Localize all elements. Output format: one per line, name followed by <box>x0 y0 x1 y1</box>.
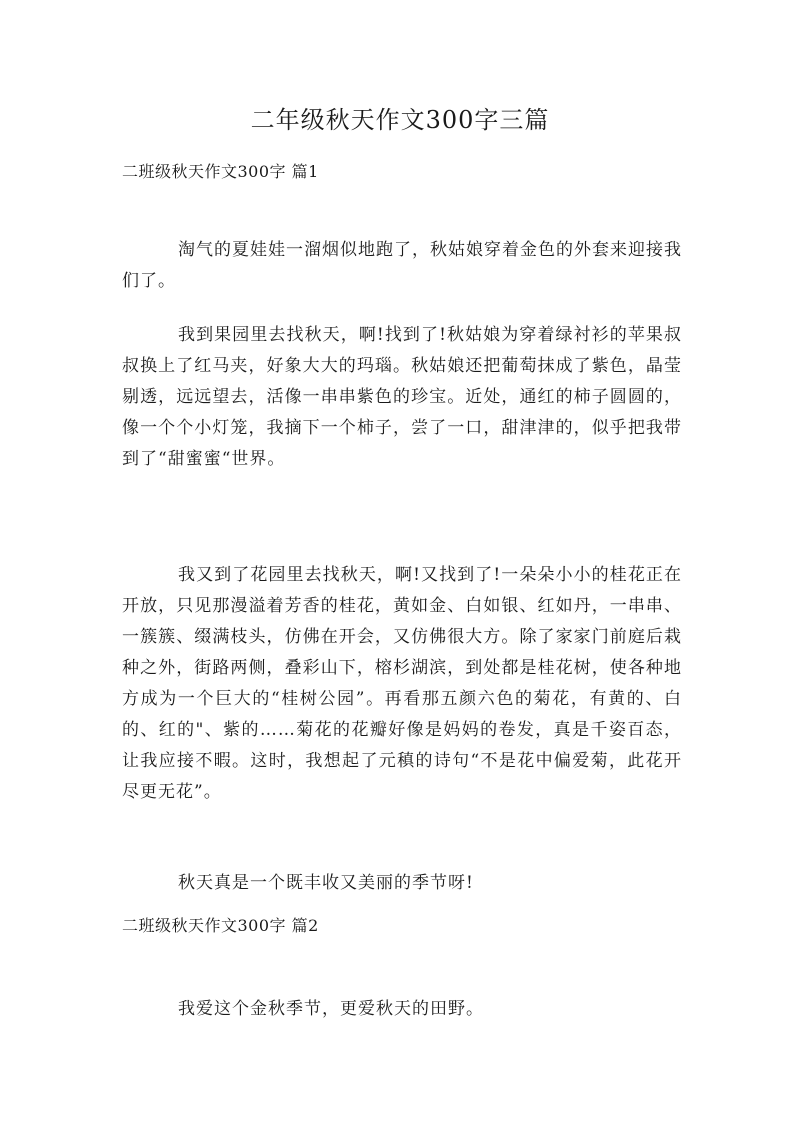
paragraph: 淘气的夏娃娃一溜烟似地跑了，秋姑娘穿着金色的外套来迎接我们了。 <box>122 240 682 291</box>
section-heading-2: 二班级秋天作文300字 篇2 <box>122 916 319 935</box>
document-title: 二年级秋天作文300字三篇 <box>250 106 550 134</box>
paragraph: 我到果园里去找秋天，啊!找到了!秋姑娘为穿着绿衬衫的苹果叔叔换上了红马夹，好象大大的玛瑙。秋姑娘还把葡萄抹成了紫色，晶莹剔透，远远望去，活像一串串紫色的珍宝。近处，通红的柿子圆圆的，像一个个小灯笼，我摘下一个柿子，尝了一口，甜津津的，似乎把我带到了“甜蜜蜜“世界。 <box>122 325 682 469</box>
paragraph: 秋天真是一个既丰收又美丽的季节呀! <box>178 873 474 893</box>
section-heading-1: 二班级秋天作文300字 篇1 <box>122 162 319 181</box>
paragraph: 我又到了花园里去找秋天，啊!又找到了!一朵朵小小的桂花正在开放，只见那漫溢着芳香的桂花，黄如金、白如银、红如丹，一串串、一簇簇、缀满枝头，仿佛在开会，又仿佛很大方。除了家家门前庭后栽种之外，街路两侧，叠彩山下，榕杉湖滨，到处都是桂花树，使各种地方成为一个巨大的“桂树公园”。再看那五颜六色的菊花，有黄的、白的、红的"、紫的……菊花的花瓣好像是妈妈的卷发，真是千姿百态，让我应接不暇。这时，我想起了元稹的诗句“不是花中偏爱菊，此花开尽更无花”。 <box>122 565 682 802</box>
paragraph: 我爱这个金秋季节，更爱秋天的田野。 <box>178 999 484 1019</box>
